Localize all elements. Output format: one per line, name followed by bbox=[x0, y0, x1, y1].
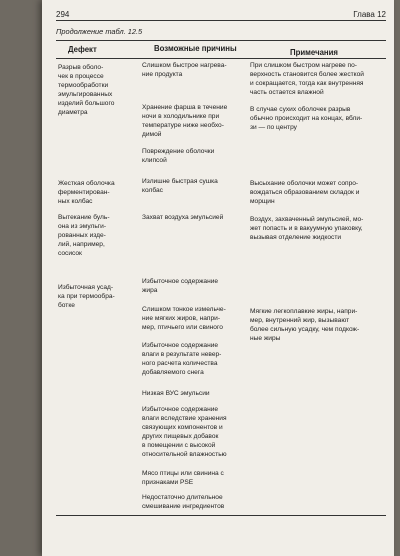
column-header-defect: Дефект bbox=[68, 45, 97, 54]
chapter-title: Глава 12 bbox=[353, 10, 386, 19]
cause-cell: Повреждение оболочки клипсой bbox=[142, 148, 215, 164]
defect-cell: Жесткая оболочка ферментирован- ных колбас bbox=[58, 180, 115, 205]
book-page bbox=[42, 0, 394, 556]
cause-cell: Недостаточно длительное смешивание ингредиентов bbox=[142, 494, 225, 510]
table-continuation-caption: Продолжение табл. 12.5 bbox=[56, 27, 143, 36]
cause-cell: Мясо птицы или свинина с признаками PSE bbox=[142, 470, 224, 486]
table-bottom-rule bbox=[56, 515, 386, 516]
defect-cell: Вытекание буль- она из эмульги- рованных изде- лий, например, сосисок bbox=[58, 214, 110, 257]
cause-cell: Избыточное содержание жира bbox=[142, 278, 219, 294]
cause-cell: Слишком тонкое измельче- ние мягких жиров, напри- мер, птичьего или свиного bbox=[142, 306, 226, 331]
table-top-rule bbox=[56, 40, 386, 41]
column-header-causes: Возможные причины bbox=[154, 44, 237, 53]
cause-cell: Низкая ВУС эмульсии bbox=[142, 390, 210, 397]
header-rule bbox=[56, 20, 386, 21]
cause-cell: Слишком быстрое нагрева- ние продукта bbox=[142, 62, 227, 78]
note-cell: Мягкие легкоплавкие жиры, напри- мер, внутренний жир, вызывают более сильную усадку, чем подкож- ные жиры bbox=[250, 308, 360, 342]
cause-cell: Излишне быстрая сушка колбас bbox=[142, 178, 218, 194]
cause-cell: Избыточное содержание влаги в результате невер- ного расчета количества добавляемого снега bbox=[142, 342, 222, 376]
page-number: 294 bbox=[56, 10, 70, 19]
note-cell: В случае сухих оболочек разрыв обычно происходит на концах, вбли- зи — по центру bbox=[250, 106, 363, 131]
cause-cell: Избыточное содержание влаги вследствие хранения связующих компонентов и других пищевых добавок в помещении с высокой относительной влажностью bbox=[142, 406, 227, 458]
note-cell: Воздух, захваченный эмульсией, мо- жет попасть и в вакуумную упаковку, вызывая отделение жидкости bbox=[250, 216, 364, 241]
cause-cell: Хранение фарша в течение ночи в холодильнике при температуре ниже необхо- димой bbox=[142, 104, 228, 138]
defect-cell: Избыточная усад- ка при термообра- ботке bbox=[58, 284, 115, 309]
note-cell: При слишком быстром нагреве по- верхность становится более жесткой и сокращается, тогда как внутренняя часть остается влажной bbox=[250, 62, 364, 96]
cause-cell: Захват воздуха эмульсией bbox=[142, 214, 224, 221]
column-header-notes: Примечания bbox=[290, 48, 338, 57]
table-header-rule bbox=[56, 58, 386, 59]
defect-cell: Разрыв оболо- чек в процессе термообработки эмульгированных изделий большого диаметра bbox=[58, 64, 115, 116]
note-cell: Высыхание оболочки может сопро- вождаться образованием складок и морщин bbox=[250, 180, 360, 205]
